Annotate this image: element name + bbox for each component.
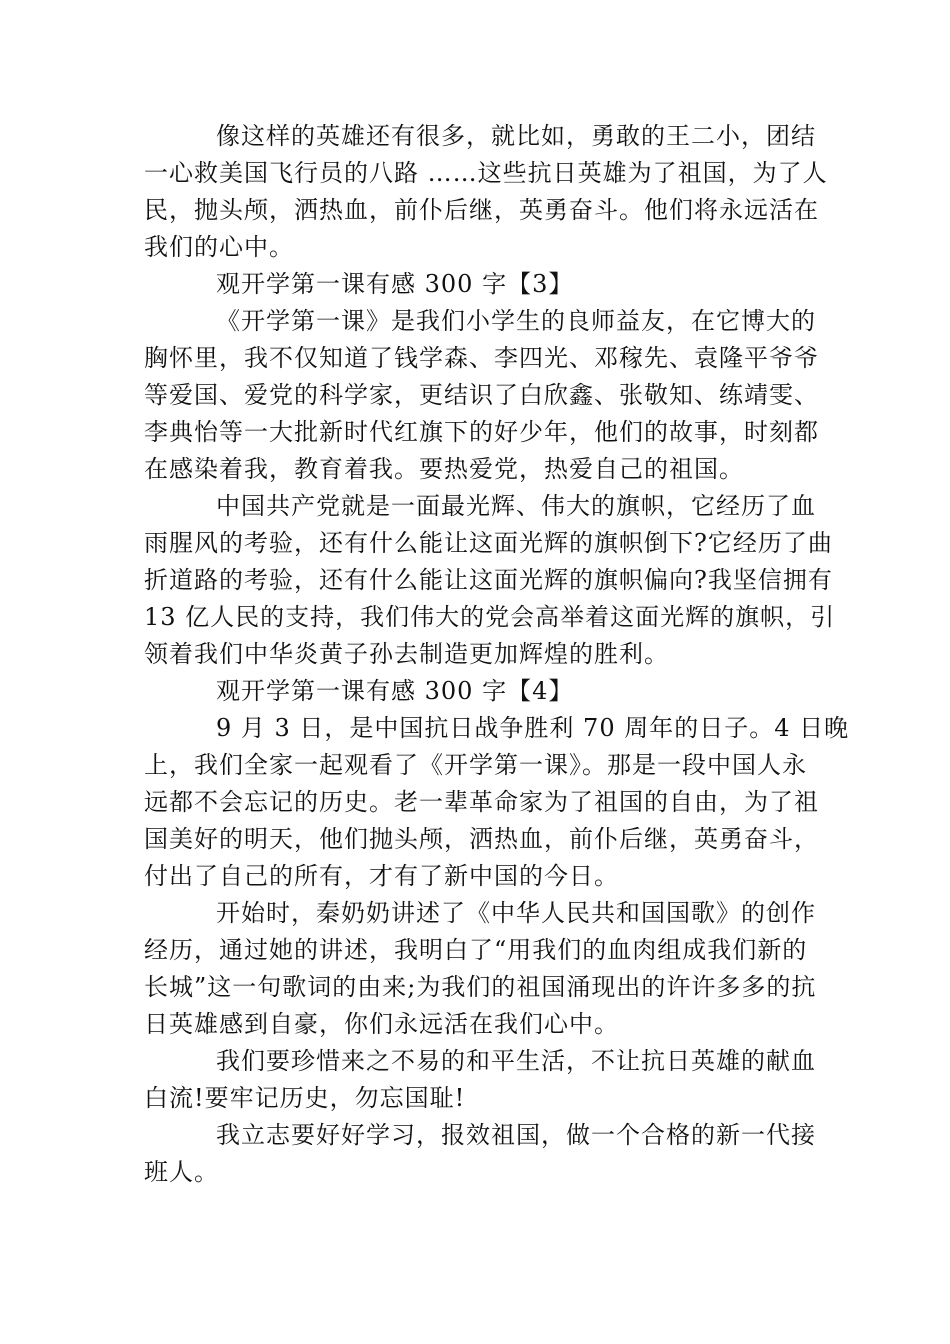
document-body xyxy=(144,118,850,1191)
text-line: 在感染着我，教育着我。要热爱党，热爱自己的祖国。 xyxy=(144,455,744,483)
text-line: 我们要珍惜来之不易的和平生活，不让抗日英雄的献血 xyxy=(216,1047,816,1075)
text-line: 折道路的考验，还有什么能让这面光辉的旗帜偏向?我坚信拥有 xyxy=(144,566,833,594)
text-line: 雨腥风的考验，还有什么能让这面光辉的旗帜倒下?它经历了曲 xyxy=(144,529,833,557)
text-line: 白流!要牢记历史，勿忘国耻! xyxy=(144,1084,466,1112)
text-line: 经历，通过她的讲述，我明白了“用我们的血肉组成我们新的 xyxy=(144,936,808,964)
text-line: 等爱国、爱党的科学家，更结识了白欣鑫、张敬知、练靖雯、 xyxy=(144,381,819,409)
text-line: 《开学第一课》是我们小学生的良师益友，在它博大的 xyxy=(216,307,816,335)
text-line: 我们的心中。 xyxy=(144,233,294,261)
text-line: 民，抛头颅，洒热血，前仆后继，英勇奋斗。他们将永远活在 xyxy=(144,196,819,224)
text-line: 胸怀里，我不仅知道了钱学森、李四光、邓稼先、袁隆平爷爷 xyxy=(144,344,819,372)
text-line: 开始时，秦奶奶讲述了《中华人民共和国国歌》的创作 xyxy=(216,899,816,927)
text-line: 长城”这一句歌词的由来;为我们的祖国涌现出的许许多多的抗 xyxy=(144,973,817,1001)
text-line: 观开学第一课有感 300 字【4】 xyxy=(216,677,574,705)
text-line: 中国共产党就是一面最光辉、伟大的旗帜，它经历了血 xyxy=(216,492,816,520)
text-line: 像这样的英雄还有很多，就比如，勇敢的王二小，团结 xyxy=(216,122,816,150)
text-line: 我立志要好好学习，报效祖国，做一个合格的新一代接 xyxy=(216,1121,816,1149)
text-line: 一心救美国飞行员的八路 ……这些抗日英雄为了祖国，为了人 xyxy=(144,159,828,187)
text-line: 班人。 xyxy=(144,1158,219,1186)
text-line: 上，我们全家一起观看了《开学第一课》。那是一段中国人永 xyxy=(144,751,807,779)
text-line: 13 亿人民的支持，我们伟大的党会高举着这面光辉的旗帜，引 xyxy=(144,603,836,631)
text-line: 9 月 3 日，是中国抗日战争胜利 70 周年的日子。4 日晚 xyxy=(216,714,850,742)
text-line: 李典怡等一大批新时代红旗下的好少年，他们的故事，时刻都 xyxy=(144,418,819,446)
text-line: 远都不会忘记的历史。老一辈革命家为了祖国的自由，为了祖 xyxy=(144,788,819,816)
text-line: 付出了自己的所有，才有了新中国的今日。 xyxy=(144,862,619,890)
text-line: 国美好的明天，他们抛头颅，洒热血，前仆后继，英勇奋斗， xyxy=(144,825,819,853)
text-line: 日英雄感到自豪，你们永远活在我们心中。 xyxy=(144,1010,619,1038)
text-line: 观开学第一课有感 300 字【3】 xyxy=(216,270,574,298)
text-line: 领着我们中华炎黄子孙去制造更加辉煌的胜利。 xyxy=(144,640,669,668)
